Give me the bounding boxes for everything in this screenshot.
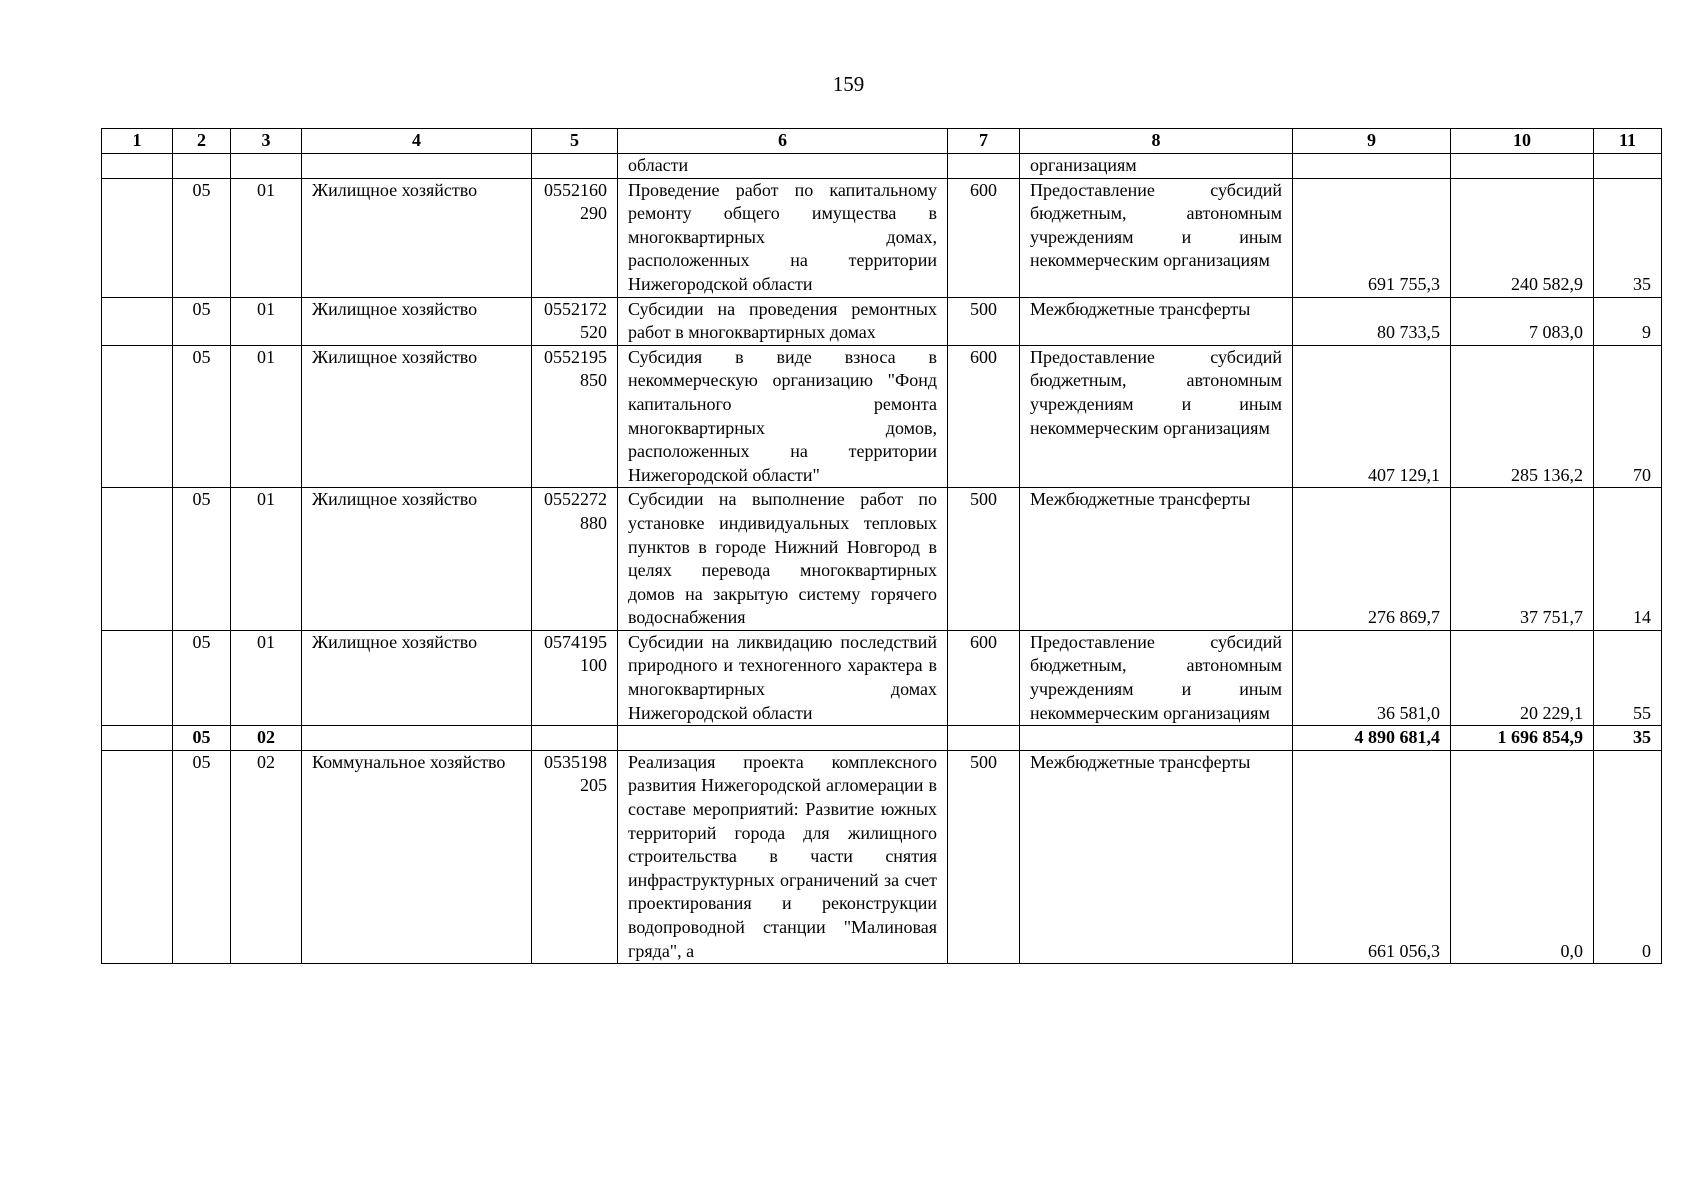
- cell-expense-code: 500: [948, 297, 1020, 345]
- cell-description: Реализация проекта комплексного развития Нижегородской агломерации в составе мероприятий: Развитие южных территорий города для жилищного строительства в части снятия инфраструктурных ограничений за счет проектирования и реконструкции водопроводной станции "Малиновая гряда", а: [618, 750, 948, 963]
- col-header: 6: [618, 129, 948, 154]
- cell-section: 05: [173, 630, 231, 725]
- cell-target-code: 0552195850: [532, 345, 618, 488]
- cell-target-code: 0552160290: [532, 178, 618, 297]
- cell-expense-type: Межбюджетные трансферты: [1020, 488, 1293, 631]
- cell-section: 05: [173, 345, 231, 488]
- cell-target-code: 0552272880: [532, 488, 618, 631]
- col-header: 4: [302, 129, 532, 154]
- cell-percent: 55: [1594, 630, 1662, 725]
- cell-expense-code: 600: [948, 178, 1020, 297]
- cell-expense-type: Межбюджетные трансферты: [1020, 297, 1293, 345]
- cell-expense-type: организациям: [1020, 154, 1293, 179]
- cell-percent: 0: [1594, 750, 1662, 963]
- cell-expense-code: 500: [948, 488, 1020, 631]
- table-row: [102, 345, 1662, 488]
- cell-amount-executed: 20 229,1: [1451, 630, 1594, 725]
- cell-amount-executed: 0,0: [1451, 750, 1594, 963]
- cell-amount-executed-total: 1 696 854,9: [1451, 726, 1594, 751]
- cell-name: Жилищное хозяйство: [302, 630, 532, 725]
- cell-description: Субсидия в виде взноса в некоммерческую организацию "Фонд капитального ремонта многоквартирных домов, расположенных на территории Нижегородской области": [618, 345, 948, 488]
- cell-subsection: 01: [231, 630, 302, 725]
- cell-amount-executed: 37 751,7: [1451, 488, 1594, 631]
- cell-amount-total: 4 890 681,4: [1293, 726, 1451, 751]
- cell-expense-type: Межбюджетные трансферты: [1020, 750, 1293, 963]
- cell-amount-executed: 240 582,9: [1451, 178, 1594, 297]
- cell-section: 05: [173, 750, 231, 963]
- cell-expense-type: Предоставление субсидий бюджетным, автономным учреждениям и иным некоммерческим организациям: [1020, 630, 1293, 725]
- cell-description: Субсидии на выполнение работ по установке индивидуальных тепловых пунктов в городе Нижний Новгород в целях перевода многоквартирных домов на закрытую систему горячего водоснабжения: [618, 488, 948, 631]
- cell-section: 05: [173, 726, 231, 751]
- cell-name: Жилищное хозяйство: [302, 345, 532, 488]
- cell-name: Жилищное хозяйство: [302, 488, 532, 631]
- cell-description: Субсидии на ликвидацию последствий природного и техногенного характера в многоквартирных домах Нижегородской области: [618, 630, 948, 725]
- cell-percent: 70: [1594, 345, 1662, 488]
- col-header: 11: [1594, 129, 1662, 154]
- table-row: [102, 178, 1662, 297]
- budget-table: [101, 128, 1662, 964]
- cell-amount-executed: 285 136,2: [1451, 345, 1594, 488]
- cell-subsection: 01: [231, 178, 302, 297]
- cell-section: 05: [173, 488, 231, 631]
- table-row: [102, 297, 1662, 345]
- cell-subsection: 01: [231, 488, 302, 631]
- cell-target-code: 0574195100: [532, 630, 618, 725]
- cell-amount: 691 755,3: [1293, 178, 1451, 297]
- table-row: [102, 750, 1662, 963]
- cell-target-code: 0552172520: [532, 297, 618, 345]
- col-header: 5: [532, 129, 618, 154]
- table-row-subtotal: [102, 726, 1662, 751]
- cell-amount-executed: 7 083,0: [1451, 297, 1594, 345]
- cell-subsection: 02: [231, 726, 302, 751]
- cell-subsection: 02: [231, 750, 302, 963]
- table-row-continuation: [102, 154, 1662, 179]
- header-row: [102, 129, 1662, 154]
- cell-name: Жилищное хозяйство: [302, 297, 532, 345]
- cell-name: Коммунальное хозяйство: [302, 750, 532, 963]
- cell-description: области: [618, 154, 948, 179]
- cell-amount: 407 129,1: [1293, 345, 1451, 488]
- cell-subsection: 01: [231, 297, 302, 345]
- col-header: 8: [1020, 129, 1293, 154]
- cell-description: Проведение работ по капитальному ремонту общего имущества в многоквартирных домах, расположенных на территории Нижегородской области: [618, 178, 948, 297]
- cell-expense-code: 500: [948, 750, 1020, 963]
- col-header: 2: [173, 129, 231, 154]
- cell-section: 05: [173, 297, 231, 345]
- col-header: 1: [102, 129, 173, 154]
- cell-target-code: 0535198205: [532, 750, 618, 963]
- cell-percent-total: 35: [1594, 726, 1662, 751]
- cell-percent: 9: [1594, 297, 1662, 345]
- col-header: 3: [231, 129, 302, 154]
- table-row: [102, 630, 1662, 725]
- cell-name: Жилищное хозяйство: [302, 178, 532, 297]
- cell-amount: 276 869,7: [1293, 488, 1451, 631]
- col-header: 10: [1451, 129, 1594, 154]
- cell-amount: 80 733,5: [1293, 297, 1451, 345]
- cell-subsection: 01: [231, 345, 302, 488]
- table-row: [102, 488, 1662, 631]
- cell-expense-code: 600: [948, 630, 1020, 725]
- cell-section: 05: [173, 178, 231, 297]
- cell-expense-code: 600: [948, 345, 1020, 488]
- cell-amount: 661 056,3: [1293, 750, 1451, 963]
- cell-expense-type: Предоставление субсидий бюджетным, автономным учреждениям и иным некоммерческим организациям: [1020, 178, 1293, 297]
- cell-percent: 35: [1594, 178, 1662, 297]
- page-number: 159: [832, 72, 865, 96]
- cell-amount: 36 581,0: [1293, 630, 1451, 725]
- col-header: 7: [948, 129, 1020, 154]
- cell-description: Субсидии на проведения ремонтных работ в многоквартирных домах: [618, 297, 948, 345]
- cell-percent: 14: [1594, 488, 1662, 631]
- col-header: 9: [1293, 129, 1451, 154]
- cell-expense-type: Предоставление субсидий бюджетным, автономным учреждениям и иным некоммерческим организациям: [1020, 345, 1293, 488]
